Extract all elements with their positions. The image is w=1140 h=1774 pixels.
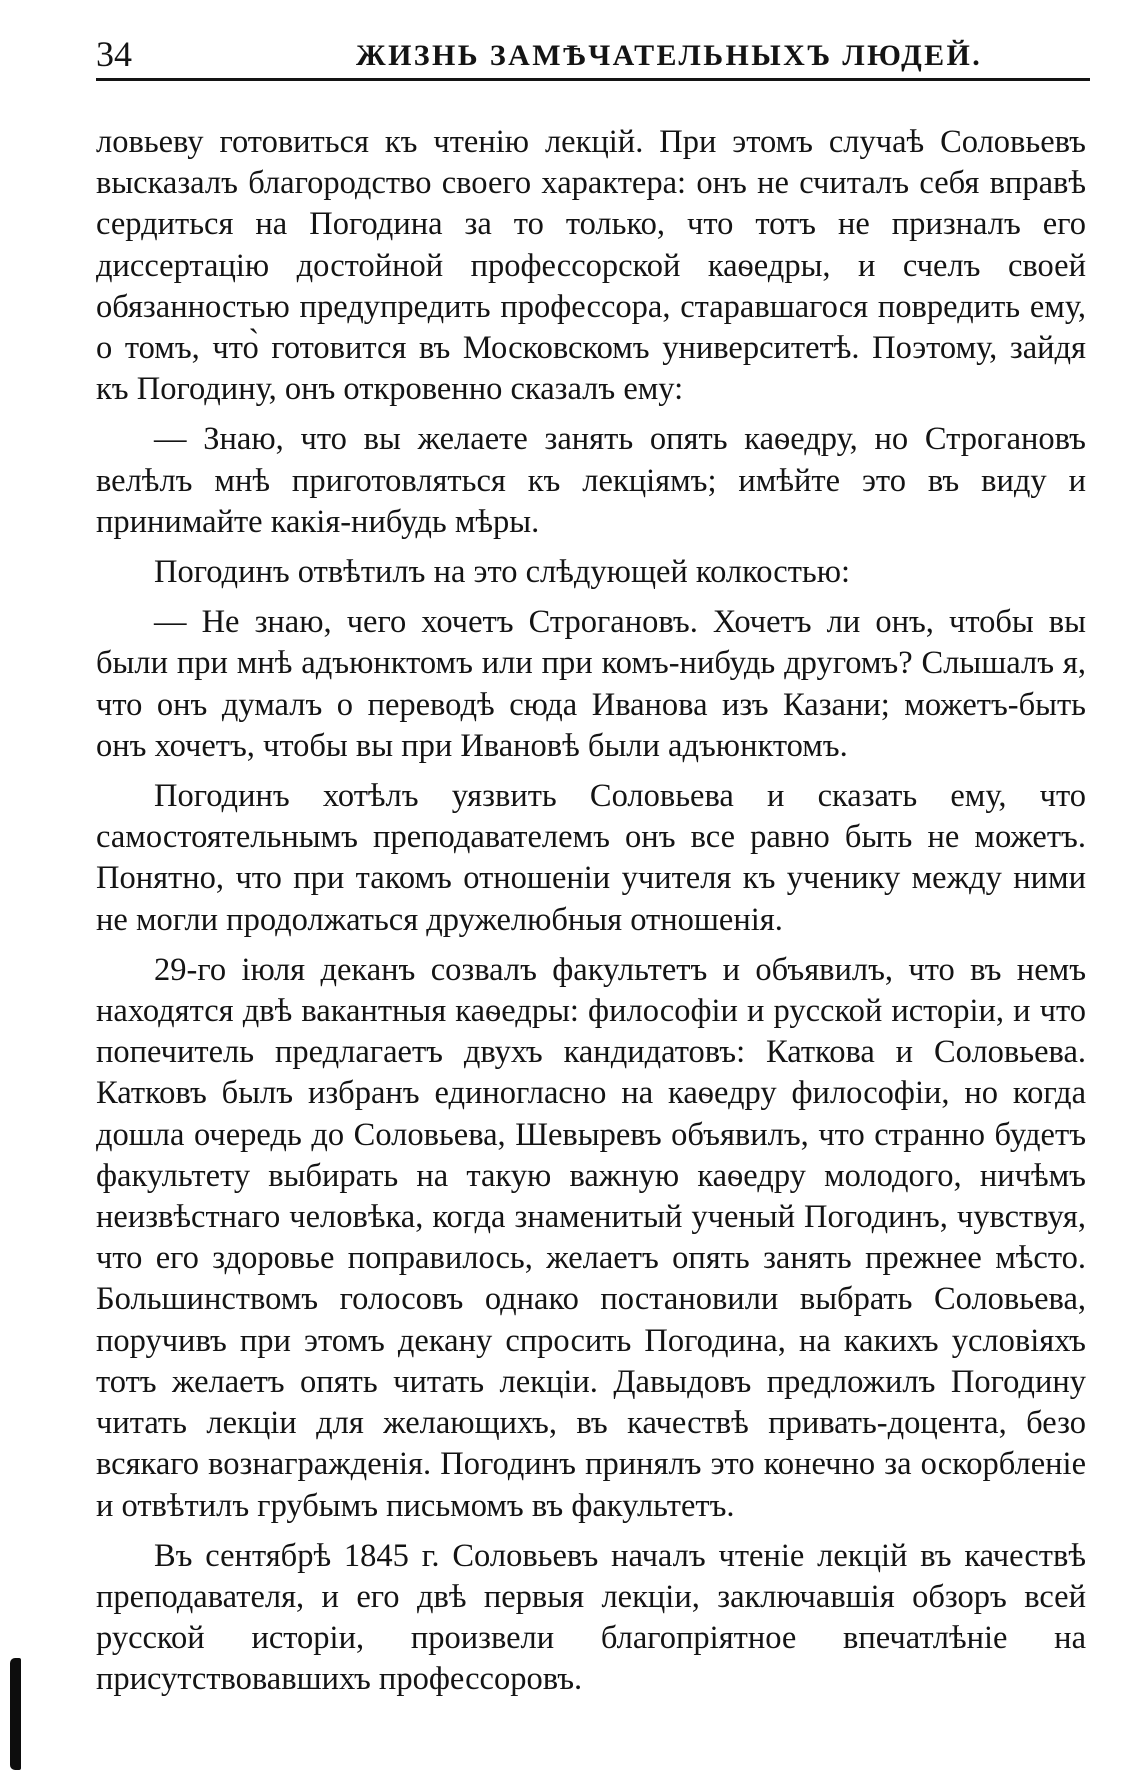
page-number: 34 bbox=[96, 34, 132, 74]
paragraph-3: Погодинъ отвѣтилъ на это слѣдующей колкостью: bbox=[154, 554, 851, 591]
running-head: ЖИЗНЬ ЗАМѢЧАТЕЛЬНЫХЪ ЛЮДЕЙ. bbox=[356, 39, 983, 72]
paragraph-4: — Не знаю, чего хочетъ Строгановъ. Хочетъ ли онъ, чтобы вы были при мнѣ адъюнктомъ или при комъ-нибудь другомъ? Слышалъ я, что онъ думалъ о переводѣ сюда Иванова изъ Казани; можетъ-быть онъ хочетъ, чтобы вы при Ивановѣ были адъюнктомъ. bbox=[96, 604, 1086, 764]
paragraph-5: Погодинъ хотѣлъ уязвить Соловьева и сказать ему, что самостоятельнымъ преподавателемъ онъ все равно быть не можетъ. Понятно, что при такомъ отношеніи учителя къ ученику между ними не могли продолжаться дружелюбныя отношенія. bbox=[96, 778, 1086, 938]
scan-edge-mark bbox=[10, 1658, 21, 1770]
paragraph-7: Въ сентябрѣ 1845 г. Соловьевъ началъ чтеніе лекцій въ качествѣ преподавателя, и его двѣ первыя лекціи, заключавшія обзоръ всей русской исторіи, произвели благопріятное впечатлѣніе на присутствовавшихъ профессоровъ. bbox=[96, 1537, 1086, 1698]
page-header bbox=[96, 30, 1090, 78]
header-rule bbox=[96, 78, 1090, 81]
paragraph-2: — Знаю, что вы желаете занять опять каѳедру, но Строгановъ велѣлъ мнѣ приготовляться къ лекціямъ; имѣйте это въ виду и принимайте какія-нибудь мѣры. bbox=[96, 421, 1086, 540]
paragraph-6: 29-го іюля деканъ созвалъ факультетъ и объявилъ, что въ немъ находятся двѣ вакантныя каѳедры: философіи и русской исторіи, и что попечитель предлагаетъ двухъ кандидатовъ: Каткова и Соловьева. Катковъ былъ избранъ единогласно на каѳедру философіи, но когда дошла очередь до Соловьева, Шевыревъ объявилъ, что странно будетъ факультету выбирать на такую важную каѳедру молодого, ничѣмъ неизвѣстнаго человѣка, когда знаменитый ученый Погодинъ, чувствуя, что его здоровье поправилось, желаетъ опять занять прежнее мѣсто. Большинствомъ голосовъ однако постановили выбрать Соловьева, поручивъ при этомъ декану спросить Погодина, на какихъ условіяхъ тотъ желаетъ опять читать лекціи. Давыдовъ предложилъ Погодину читать лекціи для желающихъ, въ качествѣ привать-доцента, безо всякаго вознагражденія. Погодинъ принялъ это конечно за оскорбленіе и отвѣтилъ грубымъ письмомъ въ факультетъ. bbox=[96, 951, 1086, 1524]
body-text bbox=[96, 122, 1086, 1710]
paragraph-1: ловьеву готовиться къ чтенію лекцій. При этомъ случаѣ Соловьевъ высказалъ благородство своего характера: онъ не считалъ себя вправѣ сердиться на Погодина за то только, что тотъ не призналъ его диссертацію достойной профессорской каѳедры, и счелъ своей обязанностью предупредить профессора, старавшагося повредить ему, о томъ, что̀ готовится въ Московскомъ университетѣ. Поэтому, зайдя къ Погодину, онъ откровенно сказалъ ему: bbox=[96, 124, 1086, 408]
